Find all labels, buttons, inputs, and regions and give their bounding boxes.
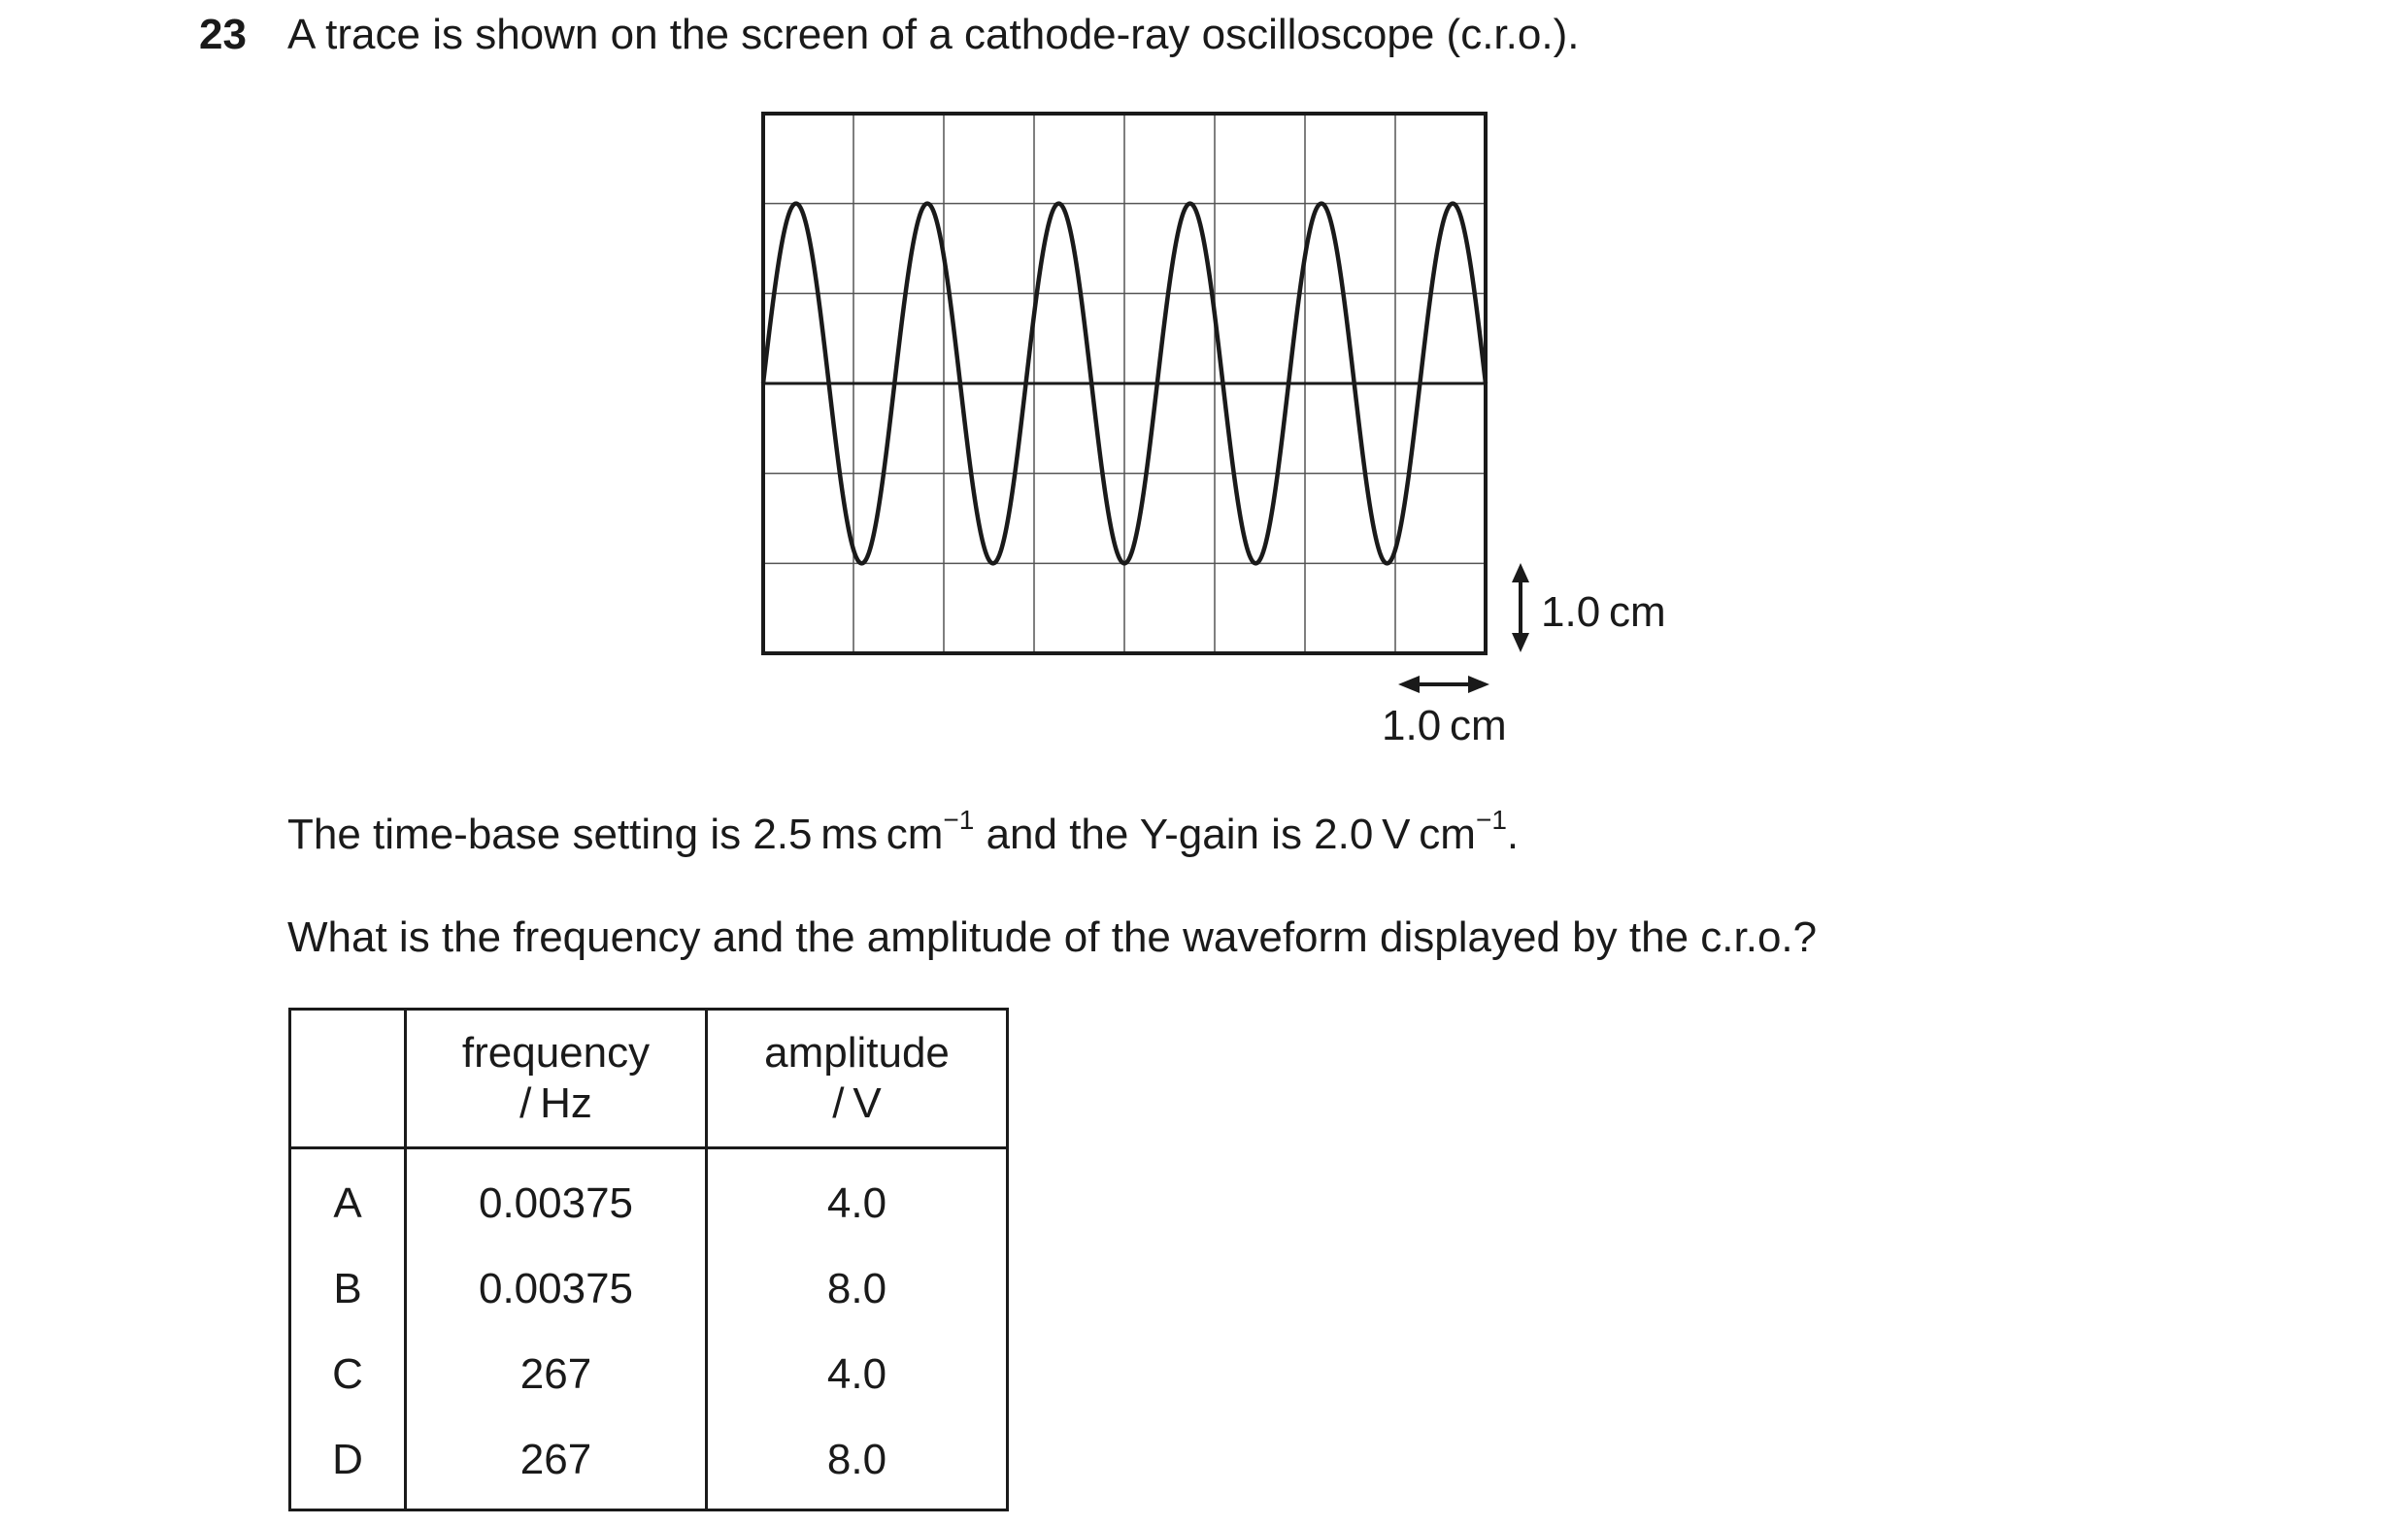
horizontal-scale-arrow — [1398, 676, 1489, 693]
option-key: D — [290, 1417, 406, 1510]
option-row-b[interactable] — [290, 1246, 1008, 1332]
option-frequency: 0.00375 — [406, 1246, 707, 1332]
question-number: 23 — [199, 11, 247, 58]
option-key: A — [290, 1148, 406, 1247]
option-amplitude: 8.0 — [707, 1246, 1008, 1332]
option-frequency: 267 — [406, 1417, 707, 1510]
header-frequency: frequency / Hz — [406, 1010, 707, 1148]
horizontal-scale-label: 1.0 cm — [1382, 702, 1507, 749]
question-prompt: What is the frequency and the amplitude of the waveform displayed by the c.r.o.? — [287, 913, 1818, 961]
option-key: B — [290, 1246, 406, 1332]
question-stem: A trace is shown on the screen of a cathode-ray oscilloscope (c.r.o.). — [287, 11, 1580, 58]
option-frequency: 267 — [406, 1332, 707, 1417]
oscilloscope-grid — [763, 114, 1486, 653]
vertical-scale-label: 1.0 cm — [1541, 588, 1666, 636]
option-row-a[interactable] — [290, 1148, 1008, 1247]
answer-table-header — [290, 1010, 1008, 1148]
settings-text: The time-base setting is 2.5 ms $cm^{-1}$ and the Y-gain is 2.0 V $cm^{-1}$. — [287, 805, 1520, 858]
option-amplitude: 8.0 — [707, 1417, 1008, 1510]
option-key: C — [290, 1332, 406, 1417]
header-amplitude: amplitude / V — [707, 1010, 1008, 1148]
answer-table — [288, 1008, 1009, 1511]
option-row-d[interactable] — [290, 1417, 1008, 1510]
option-amplitude: 4.0 — [707, 1148, 1008, 1247]
vertical-scale-arrow — [1512, 563, 1529, 652]
option-frequency: 0.00375 — [406, 1148, 707, 1247]
option-amplitude: 4.0 — [707, 1332, 1008, 1417]
header-key — [290, 1010, 406, 1148]
option-row-c[interactable] — [290, 1332, 1008, 1417]
